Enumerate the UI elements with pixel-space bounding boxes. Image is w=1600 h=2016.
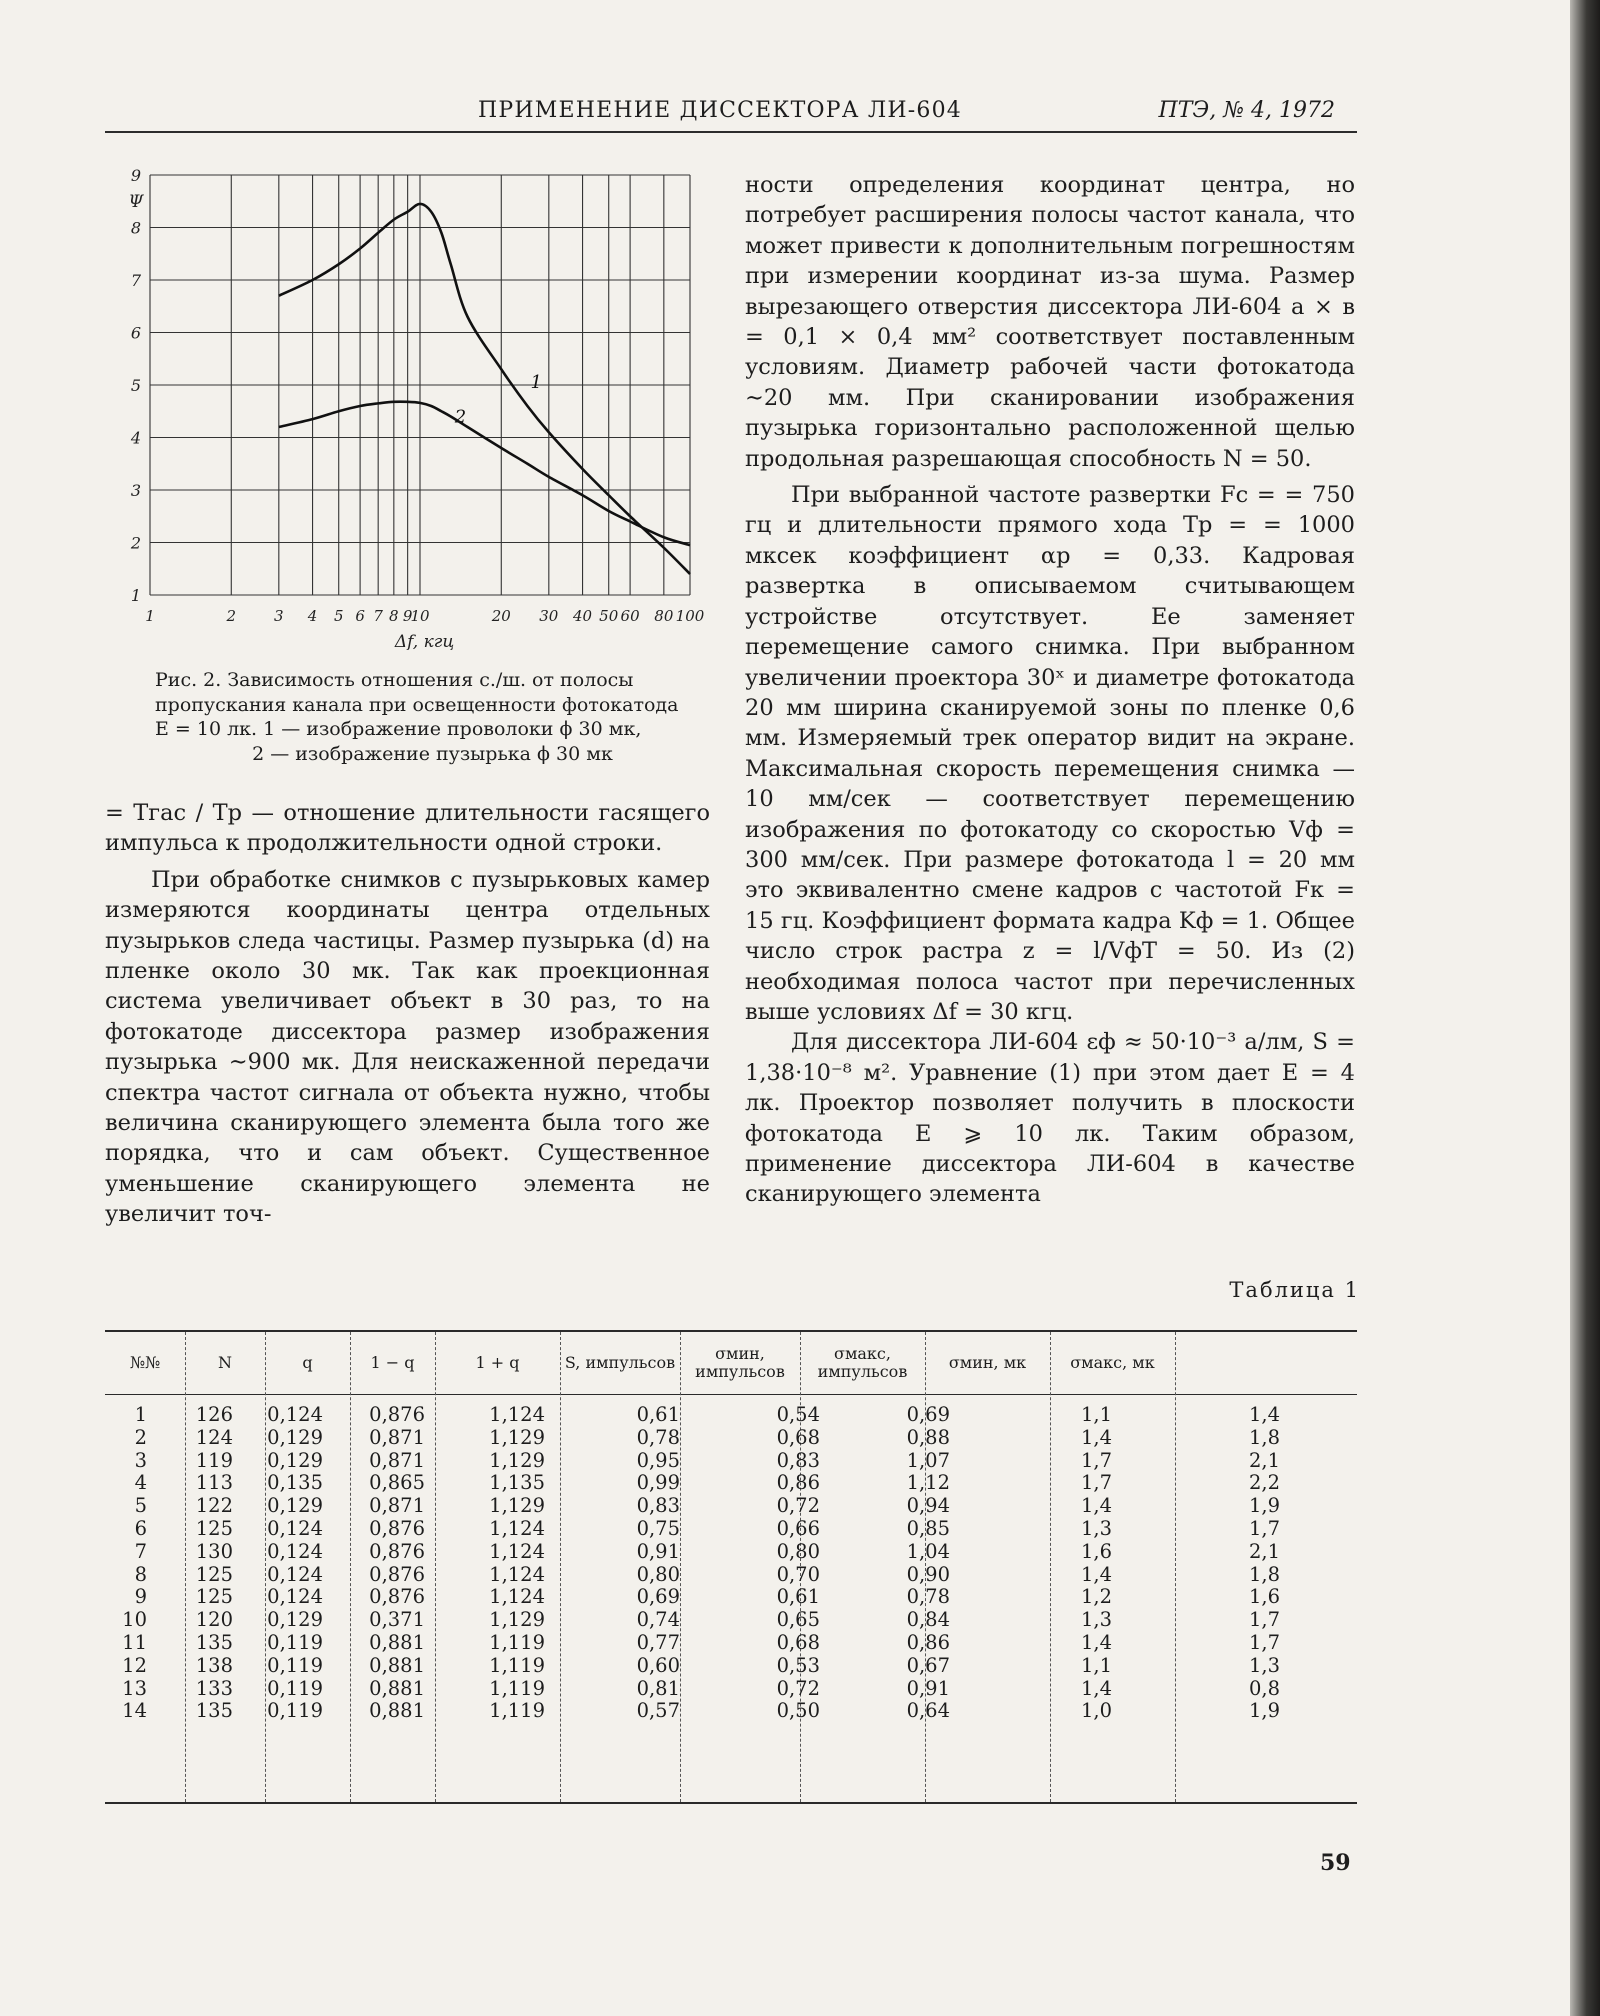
table-cell: 119: [195, 1448, 233, 1472]
table-cell: 0,86: [776, 1471, 820, 1495]
table-cell: 0,124: [267, 1539, 323, 1563]
table-cell: 0,124: [267, 1585, 323, 1609]
snr-bandwidth-chart: [105, 165, 715, 650]
table-cell: 12: [122, 1653, 147, 1677]
paragraph: Для диссектора ЛИ-604 εф ≈ 50·10⁻³ а/лм, S = 1,38·10⁻⁸ м². Уравнение (1) при этом дает E = 4 лк. Проектор позволяет получить в плоскости фотокатода E ⩾ 10 лк. Таким образом, применение диссектора ЛИ-604 в качестве сканирующего элемента: [745, 1029, 1355, 1208]
left-column-text: [105, 798, 710, 1230]
table-cell: 1,0: [1080, 1699, 1112, 1723]
table-cell: 10: [122, 1608, 147, 1632]
y-tick-label: 8: [130, 218, 142, 238]
table-cell: 1,7: [1248, 1608, 1280, 1632]
table-cell: 2: [134, 1425, 147, 1449]
table-cell: 1,7: [1080, 1448, 1112, 1472]
table-cell: 0,8: [1248, 1676, 1280, 1700]
table-cell: 0,881: [369, 1676, 425, 1700]
table-cell: 0,72: [776, 1494, 820, 1518]
table-cell: 0,69: [636, 1585, 680, 1609]
table-cell: 1,1: [1080, 1653, 1112, 1677]
table-cell: 0,61: [636, 1403, 680, 1426]
table-cell: 0,67: [906, 1653, 950, 1677]
table-cell: 8: [134, 1562, 147, 1586]
table-cell: 0,75: [636, 1517, 680, 1540]
table-cell: 1,124: [489, 1562, 545, 1586]
table-cell: 0,50: [776, 1699, 820, 1723]
x-tick-label: 50: [599, 607, 619, 625]
table-cell: 1,04: [906, 1539, 950, 1563]
table-cell: 0,81: [636, 1676, 680, 1700]
table-header-cell: 1 − q: [370, 1353, 415, 1372]
table-cell: 0,129: [267, 1494, 323, 1518]
table-cell: 1,129: [489, 1494, 545, 1518]
table-cell: 1,135: [489, 1471, 545, 1495]
table-cell: 0,124: [267, 1517, 323, 1540]
table-cell: 0,60: [636, 1653, 680, 1677]
table-cell: 125: [195, 1585, 233, 1609]
table-cell: 1,124: [489, 1403, 545, 1426]
table-cell: 1,129: [489, 1425, 545, 1449]
table-cell: 13: [122, 1676, 147, 1700]
table-cell: 138: [195, 1653, 233, 1677]
table-cell: 135: [195, 1631, 233, 1654]
table-cell: 0,94: [906, 1494, 950, 1518]
table-cell: 1,4: [1080, 1562, 1112, 1586]
table-cell: 0,72: [776, 1676, 820, 1700]
table-header-row: [105, 1332, 1357, 1395]
table-cell: 0,129: [267, 1448, 323, 1472]
table-cell: 0,881: [369, 1631, 425, 1654]
table-cell: 2,2: [1248, 1471, 1280, 1495]
table-cell: 1,119: [489, 1676, 545, 1700]
table-cell: 0,70: [776, 1562, 820, 1586]
page-number: 59: [1320, 1850, 1351, 1876]
table-cell: 1,3: [1080, 1608, 1112, 1632]
table-cell: 0,119: [267, 1676, 323, 1700]
x-tick-label: 30: [539, 607, 559, 625]
table-cell: 1,124: [489, 1517, 545, 1540]
table-cell: 1,3: [1248, 1653, 1280, 1677]
table-cell: 130: [195, 1539, 233, 1563]
table-cell: 1,07: [906, 1448, 950, 1472]
table-header-cell: σмакс, мк: [1070, 1353, 1155, 1372]
table-cell: 0,65: [776, 1608, 820, 1632]
x-tick-label: 6: [355, 607, 365, 625]
table-cell: 1,4: [1080, 1425, 1112, 1449]
table-cell: 0,95: [636, 1448, 680, 1472]
table-cell: 135: [195, 1699, 233, 1723]
table-cell: 0,871: [369, 1425, 425, 1449]
table-cell: 6: [134, 1517, 147, 1540]
table-cell: 1,7: [1080, 1471, 1112, 1495]
y-tick-label: 6: [130, 323, 142, 343]
table-cell: 1,129: [489, 1608, 545, 1632]
table-cell: 1,2: [1080, 1585, 1112, 1609]
figure-2: [105, 165, 715, 650]
table-title: Таблица 1: [1229, 1278, 1360, 1302]
table-cell: 1,119: [489, 1653, 545, 1677]
table-cell: 0,124: [267, 1403, 323, 1426]
x-axis-label: Δf, кгц: [394, 632, 455, 650]
table-cell: 0,871: [369, 1494, 425, 1518]
table-cell: 0,83: [636, 1494, 680, 1518]
table-cell: 0,84: [906, 1608, 950, 1632]
table-cell: 1,124: [489, 1539, 545, 1563]
table-header-cell: q: [302, 1353, 313, 1372]
table-cell: 0,66: [776, 1517, 820, 1540]
table-cell: 1,3: [1080, 1517, 1112, 1540]
table-cell: 0,371: [369, 1608, 425, 1632]
table-cell: 1,7: [1248, 1631, 1280, 1654]
table-header-cell: 1 + q: [475, 1353, 520, 1372]
y-tick-label: 2: [130, 533, 142, 553]
table-cell: 1,1: [1080, 1403, 1112, 1426]
table-cell: 7: [134, 1539, 147, 1563]
table-cell: 1,4: [1080, 1676, 1112, 1700]
x-tick-label: 20: [491, 607, 511, 625]
x-tick-label: 60: [620, 607, 640, 625]
table-cell: 0,91: [636, 1539, 680, 1563]
table-cell: 0,80: [636, 1562, 680, 1586]
table-cell: 113: [195, 1471, 233, 1495]
table-cell: 0,99: [636, 1471, 680, 1495]
table-header-cell: σмин, импульсов: [695, 1344, 785, 1381]
table-cell: 1,12: [906, 1471, 950, 1495]
table-cell: 0,871: [369, 1448, 425, 1472]
table-cell: 0,83: [776, 1448, 820, 1472]
table-cell: 1,9: [1248, 1699, 1280, 1723]
table-cell: 0,881: [369, 1699, 425, 1723]
y-tick-label: 9: [130, 166, 142, 185]
table-cell: 0,69: [906, 1403, 950, 1426]
table-cell: 1,9: [1248, 1494, 1280, 1518]
table-cell: 0,119: [267, 1653, 323, 1677]
table-cell: 0,876: [369, 1585, 425, 1609]
curve-2: [279, 402, 690, 545]
y-tick-label: 5: [130, 376, 142, 395]
x-tick-label: 7: [373, 607, 383, 625]
table-cell: 0,119: [267, 1631, 323, 1654]
x-tick-label: 8: [389, 607, 399, 625]
figure-caption: [155, 668, 710, 766]
table-header-cell: σмин, мк: [948, 1353, 1027, 1372]
table-cell: 1,129: [489, 1448, 545, 1472]
table-cell: 1,8: [1248, 1425, 1280, 1449]
table-cell: 124: [195, 1425, 233, 1449]
table-cell: 1,4: [1080, 1631, 1112, 1654]
x-tick-label: 9: [402, 607, 413, 625]
table-cell: 0,881: [369, 1653, 425, 1677]
x-tick-label: 3: [274, 607, 284, 625]
table-cell: 125: [195, 1562, 233, 1586]
table-cell: 0,68: [776, 1631, 820, 1654]
header-title: ПРИМЕНЕНИЕ ДИССЕКТОРА ЛИ-604: [478, 98, 962, 123]
table-cell: 0,129: [267, 1425, 323, 1449]
table-cell: 1,4: [1248, 1403, 1280, 1426]
y-tick-label: 1: [130, 586, 142, 605]
table-header-cell: S, импульсов: [564, 1353, 676, 1372]
book-gutter-shadow: [1570, 0, 1600, 2016]
table-cell: 0,77: [636, 1631, 680, 1654]
paragraph: При выбранной частоте развертки Fс = = 750 гц и длительности прямого хода Tр = = 1000 мксек коэффициент αр = 0,33. Кадровая развертка в описываемом считывающем устройстве отсутствует. Ее заменяет перемещение самого снимка. При выбранном увеличении проектора 30ˣ и диаметре фотокатода 20 мм ширина сканируемой зоны по пленке 0,6 мм. Измеряемый трек оператор видит на экране. Максимальная скорость перемещения снимка — 10 мм/сек — соответствует перемещению изображения по фотокатоду со скоростью Vф = 300 мм/сек. При размере фотокатода l = 20 мм это эквивалентно смене кадров с частотой Fк = 15 гц. Коэффициент формата кадра Kф = 1. Общее число строк растра z = l/VфT = 50. Из (2) необходимая полоса частот при перечисленных выше условиях Δf = 30 кгц.: [745, 482, 1355, 1025]
header-journal: ПТЭ, № 4, 1972: [1158, 98, 1335, 123]
table-cell: 0,74: [636, 1608, 680, 1632]
table-header-cell: №№: [129, 1353, 161, 1372]
table-cell: 0,91: [906, 1676, 950, 1700]
table-cell: 1,124: [489, 1585, 545, 1609]
table-cell: 0,129: [267, 1608, 323, 1632]
data-table: [105, 1330, 1357, 1804]
table-cell: 0,124: [267, 1562, 323, 1586]
table-cell: 0,53: [776, 1653, 820, 1677]
caption-line-4: 2 — изображение пузырька ϕ 30 мк: [252, 742, 613, 765]
table-cell: 0,80: [776, 1539, 820, 1563]
table-cell: 0,85: [906, 1517, 950, 1540]
table-cell: 1,7: [1248, 1517, 1280, 1540]
table-cell: 126: [195, 1403, 233, 1426]
y-tick-label: 7: [130, 271, 142, 290]
table-cell: 1: [134, 1403, 147, 1426]
x-tick-label: 1: [145, 607, 155, 625]
table-header-cell: σмакс, импульсов: [817, 1344, 908, 1381]
table-cell: 1,8: [1248, 1562, 1280, 1586]
table-cell: 0,61: [776, 1585, 820, 1609]
x-tick-label: 5: [333, 607, 344, 625]
table-cell: 1,119: [489, 1631, 545, 1654]
table-cell: 0,86: [906, 1631, 950, 1654]
table-cell: 9: [134, 1585, 147, 1609]
table-cell: 5: [134, 1494, 147, 1518]
x-tick-label: 4: [307, 607, 318, 625]
table-cell: 133: [195, 1676, 233, 1700]
table-cell: 1,119: [489, 1699, 545, 1723]
table-cell: 0,88: [906, 1425, 950, 1449]
curve-1: [279, 204, 690, 574]
table-cell: 3: [134, 1448, 147, 1472]
table-cell: 0,64: [906, 1699, 950, 1723]
table-cell: 0,876: [369, 1517, 425, 1540]
x-tick-label: 2: [226, 607, 237, 625]
table-cell: 125: [195, 1517, 233, 1540]
paragraph: При обработке снимков с пузырьковых камер измеряются координаты центра отдельных пузырьков следа частицы. Размер пузырька (d) на пленке около 30 мк. Так как проекционная система увеличивает объект в 30 раз, то на фотокатоде диссектора размер изображения пузырька ∼900 мк. Для неискаженной передачи спектра частот сигнала от объекта нужно, чтобы величина сканирующего элемента была того же порядка, что и сам объект. Существенное уменьшение сканирующего элемента не увеличит точ-: [105, 866, 710, 1228]
table-cell: 0,54: [776, 1403, 820, 1426]
right-column-text: [745, 170, 1355, 1210]
table-cell: 0,90: [906, 1562, 950, 1586]
table-cell: 0,119: [267, 1699, 323, 1723]
caption-line-3: E = 10 лк. 1 — изображение проволоки ϕ 30 мк,: [155, 718, 642, 740]
table-cell: 1,4: [1080, 1494, 1112, 1518]
x-tick-label: 100: [675, 607, 705, 625]
table-cell: 1,6: [1248, 1585, 1280, 1609]
table-cell: 4: [134, 1471, 147, 1495]
table-cell: 0,876: [369, 1539, 425, 1563]
y-axis-label: Ψ: [128, 192, 144, 212]
header-rule: [105, 131, 1357, 133]
x-tick-label: 10: [410, 607, 430, 625]
table-cell: 0,876: [369, 1403, 425, 1426]
x-tick-label: 40: [573, 607, 593, 625]
table-header-cell: N: [218, 1353, 232, 1372]
table-cell: 14: [122, 1699, 147, 1723]
caption-line-1: Рис. 2. Зависимость отношения с./ш. от полосы: [155, 669, 634, 691]
curve-label-1: 1: [530, 372, 542, 393]
table-cell: 0,135: [267, 1471, 323, 1495]
running-header: [105, 98, 1335, 128]
table-cell: 120: [195, 1608, 233, 1632]
y-tick-label: 3: [130, 481, 142, 500]
caption-line-2: пропускания канала при освещенности фотокатода: [155, 693, 679, 716]
table-cell: 1,6: [1080, 1539, 1112, 1563]
table-cell: 0,78: [906, 1585, 950, 1609]
paragraph: ности определения координат центра, но потребует расширения полосы частот канала, что может привести к дополнительным погрешностям при измерении координат из-за шума. Размер вырезающего отверстия диссектора ЛИ-604 a × в = 0,1 × 0,4 мм² соответствует поставленным условиям. Диаметр рабочей части фотокатода ∼20 мм. При сканировании изображения пузырька горизонтально расположенной щелью продольная разрешающая способность N = 50.: [745, 172, 1355, 472]
y-tick-label: 4: [130, 428, 142, 448]
paragraph: = Tгас / Tр — отношение длительности гасящего импульса к продолжительности одной строки.: [105, 800, 710, 857]
table-cell: 0,57: [636, 1699, 680, 1723]
table-cell: 11: [122, 1631, 147, 1654]
table-cell: 0,865: [369, 1471, 425, 1495]
table-cell: 0,876: [369, 1562, 425, 1586]
table-cell: 0,78: [636, 1425, 680, 1449]
table-cell: 2,1: [1248, 1448, 1280, 1472]
table-cell: 2,1: [1248, 1539, 1280, 1563]
table-cell: 0,68: [776, 1425, 820, 1449]
x-tick-label: 80: [654, 607, 674, 625]
curve-label-2: 2: [454, 406, 467, 428]
table-cell: 122: [195, 1494, 233, 1518]
